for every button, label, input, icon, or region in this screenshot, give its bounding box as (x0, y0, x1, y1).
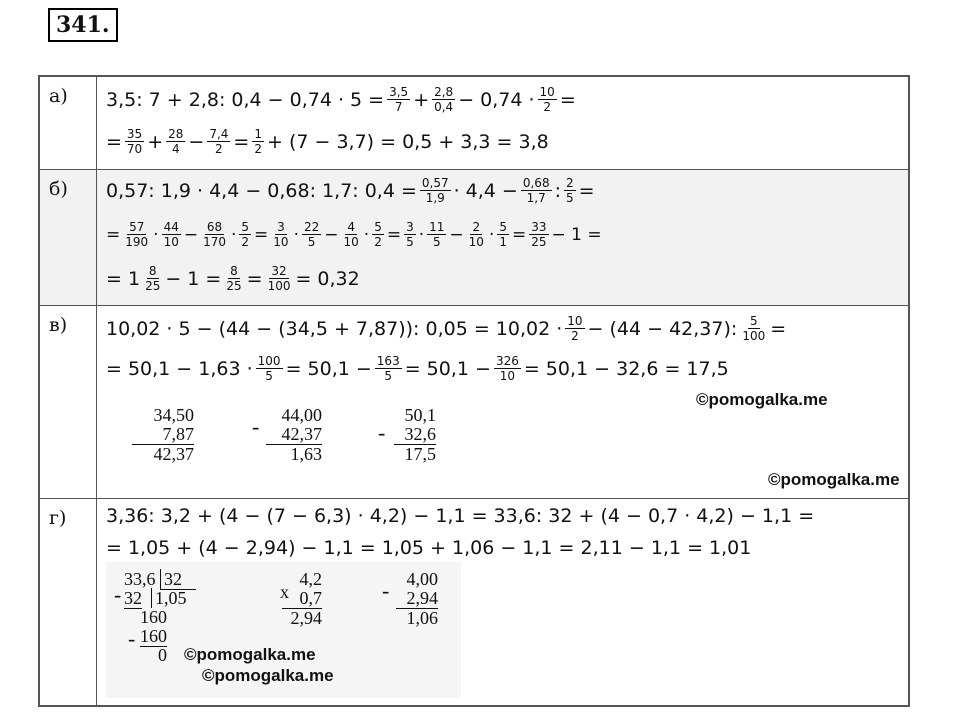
row-label: а) (40, 77, 97, 169)
minus-sign: - (378, 420, 386, 445)
fraction: 10 2 (567, 314, 583, 343)
fraction: $\frac{5}{1}$ (499, 220, 507, 249)
equation-line: = 1,05 + (4 − 2,94) − 1,1 = 1,05 + 1,06 − 1,1 = 2,11 − 1,1 = 1,01 (106, 537, 752, 559)
fraction: 8 25 (145, 264, 161, 293)
fraction: $\frac{3}{10}$ (273, 220, 289, 249)
fraction: $\frac{2,8}{0,4}$ (434, 85, 454, 114)
equation-line: = $\frac{57}{190}$ · 44 10 − $\frac{68}{170}$ · $\frac{5}{2}$ = $\frac{3}{10}$ · 22 5 − $\frac{4}{10}$ · $\frac{5}{2}$ = $\frac{3}{5}$ · 11 5 − $\frac{2}{10}$ · $\frac{5}{1}$ = $\frac{33}{25}$ − 1 = (106, 220, 602, 249)
fraction: $\frac{2}{10}$ (468, 220, 484, 249)
fraction: $\frac{3,5}{7}$ (389, 85, 409, 114)
fraction: $\frac{57}{190}$ (125, 220, 149, 249)
minus-sign: - (128, 626, 136, 651)
fraction: 22 5 (303, 220, 320, 249)
fraction: $\frac{5}{2}$ (241, 220, 250, 249)
fraction: $\frac{0,68}{1,7}$ (522, 176, 550, 205)
equation-line: = 50,1 − 1,63 · $\frac{100}{5}$ = 50,1 − $\frac{163}{5}$ = 50,1 − $\frac{326}{10}$ = 50,1 − 32,6 = 17,5 (106, 354, 729, 383)
equation-line: = $\frac{35}{70}$ + $\frac{28}{4}$ − $\frac{7,4}{2}$ = $\frac{1}{2}$ + (7 − 3,7) = 0,5 + 3,3 = 3,8 (106, 127, 549, 156)
watermark: ©pomogalka.me (768, 470, 900, 489)
row-label: в) (40, 306, 97, 498)
row-b (40, 169, 908, 305)
watermark: ©pomogalka.me (184, 645, 316, 664)
column-subtraction: 4,00 2,94 1,06 (396, 570, 438, 628)
row-label: г) (40, 499, 97, 705)
long-division: 33,6 32 32 1,05 160 160 0 (124, 570, 196, 665)
multiply-sign: x (280, 582, 289, 602)
fraction: $\frac{8}{25}$ (226, 264, 242, 293)
minus-sign: - (252, 414, 260, 439)
row-label: б) (40, 170, 97, 305)
fraction: $\frac{10}{2}$ (539, 85, 555, 114)
fraction: $\frac{326}{10}$ (495, 354, 519, 383)
row-a (40, 77, 908, 169)
column-addition: 34,50 7,87 42,37 (132, 406, 194, 464)
fraction: $\frac{3}{5}$ (406, 220, 414, 249)
minus-sign: - (114, 582, 122, 607)
fraction: $\frac{28}{4}$ (168, 127, 184, 156)
fraction: 44 10 (163, 220, 179, 249)
fraction: $\frac{4}{10}$ (343, 220, 359, 249)
watermark: ©pomogalka.me (202, 666, 334, 685)
fraction: $\frac{5}{100}$ (742, 314, 766, 343)
fraction: $\frac{1}{2}$ (254, 127, 262, 156)
equation-line: = 1 8 25 − 1 = $\frac{8}{25}$ = $\frac{32}{100}$ = 0,32 (106, 264, 360, 293)
equation-line: 10,02 · 5 − (44 − (34,5 + 7,87)): 0,05 = 10,02 · 10 2 − (44 − 42,37): $\frac{5}{100}$ = (106, 314, 787, 343)
column-multiplication: 4,2 0,7 2,94 (282, 570, 322, 628)
minus-sign: - (382, 578, 390, 603)
fraction: $\frac{32}{100}$ (267, 264, 291, 293)
equation-line: 3,5: 7 + 2,8: 0,4 − 0,74 · 5 = $\frac{3,5}{7}$ + $\frac{2,8}{0,4}$ − 0,74 · $\frac{10}{2}$ = (106, 85, 576, 114)
fraction: $\frac{35}{70}$ (126, 127, 143, 156)
fraction: $\frac{0,57}{1,9}$ (421, 176, 449, 205)
fraction: $\frac{68}{170}$ (203, 220, 226, 249)
problem-number: 341. (48, 8, 118, 42)
column-subtraction: 50,1 32,6 17,5 (394, 406, 436, 464)
fraction: $\frac{100}{5}$ (257, 354, 281, 383)
fraction: $\frac{33}{25}$ (531, 220, 547, 249)
equation-line: 3,36: 3,2 + (4 − (7 − 6,3) · 4,2) − 1,1 = 33,6: 32 + (4 − 0,7 · 4,2) − 1,1 = (106, 505, 815, 527)
column-subtraction: 44,00 42,37 1,63 (266, 406, 322, 464)
fraction: $\frac{5}{2}$ (374, 220, 382, 249)
equation-line: 0,57: 1,9 · 4,4 − 0,68: 1,7: 0,4 = $\frac{0,57}{1,9}$ · 4,4 − $\frac{0,68}{1,7}$ : $\frac{2}{5}$ = (106, 176, 595, 205)
fraction: $\frac{163}{5}$ (376, 354, 400, 383)
fraction: $\frac{7,4}{2}$ (209, 127, 229, 156)
fraction: $\frac{2}{5}$ (565, 176, 574, 205)
fraction: 11 5 (429, 220, 445, 249)
watermark: ©pomogalka.me (696, 390, 828, 409)
